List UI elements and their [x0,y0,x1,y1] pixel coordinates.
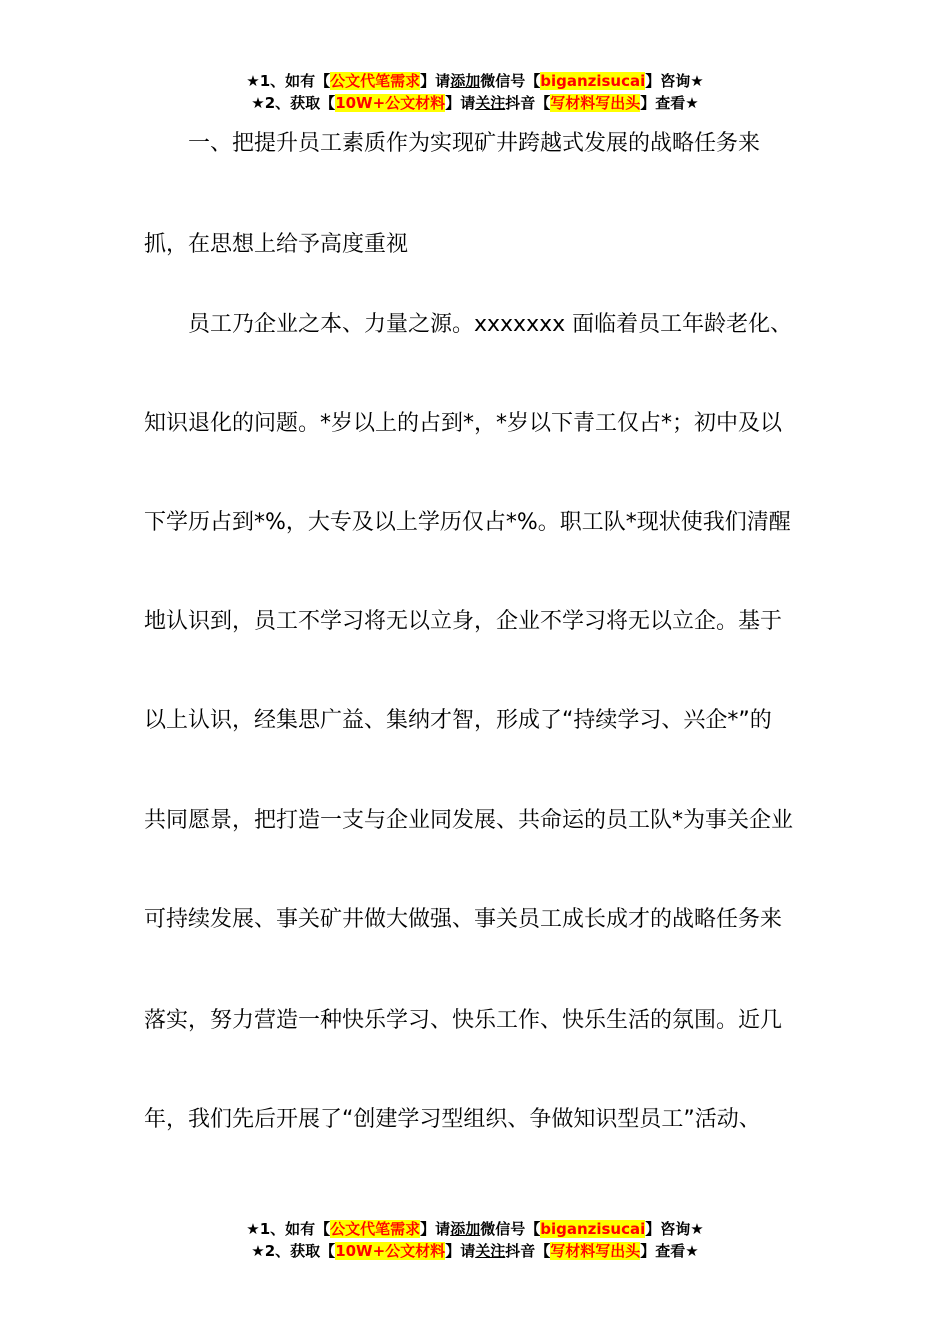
banner-underline: 添加 [450,72,481,90]
banner-highlight: 10W+公文材料 [335,1242,446,1260]
banner-text: 抖音【 [505,1242,551,1260]
douyin-highlight: 写材料写出头 [550,1242,641,1260]
banner-underline: 关注 [475,1242,506,1260]
paragraph-line: 以上认识，经集思广益、集纳才智，形成了“持续学习、兴企*”的 [144,708,772,733]
banner-highlight: 公文代笔需求 [330,1220,421,1238]
paragraph-line: 可持续发展、事关矿井做大做强、事关员工成长成才的战略任务来 [144,907,783,932]
banner-underline: 添加 [450,1220,481,1238]
paragraph-line: 下学历占到*%，大专及以上学历仅占*%。职工队*现状使我们清醒 [144,510,791,535]
banner-text: ★2、获取【 [251,1242,336,1260]
wechat-id-highlight: biganzisucai [540,72,646,90]
banner-text: 微信号【 [480,72,541,90]
banner-line-2 [0,1240,950,1262]
banner-text: 抖音【 [505,94,551,112]
wechat-id-highlight: biganzisucai [540,1220,646,1238]
banner-text: 微信号【 [480,1220,541,1238]
paragraph-line: 员工乃企业之本、力量之源。xxxxxxx 面临着员工年龄老化、 [188,312,793,337]
paragraph-line: 共同愿景，把打造一支与企业同发展、共命运的员工队*为事关企业 [144,808,794,833]
banner-text: 】查看★ [640,94,699,112]
paragraph-line: 知识退化的问题。*岁以上的占到*，*岁以下青工仅占*；初中及以 [144,411,783,436]
footer-banner [0,1218,950,1262]
banner-text: ★2、获取【 [251,94,336,112]
banner-line-1 [0,70,950,92]
banner-underline: 关注 [475,94,506,112]
banner-line-2 [0,92,950,114]
banner-text: 】请 [420,1220,451,1238]
douyin-highlight: 写材料写出头 [550,94,641,112]
paragraph-line: 落实，努力营造一种快乐学习、快乐工作、快乐生活的氛围。近几 [144,1008,783,1033]
banner-text: 】请 [445,94,476,112]
paragraph-line: 年，我们先后开展了“创建学习型组织、争做知识型员工”活动、 [144,1107,761,1132]
section-heading-line-2: 抓，在思想上给予高度重视 [144,232,409,257]
banner-text: 】查看★ [640,1242,699,1260]
section-heading-line-1: 一、把提升员工素质作为实现矿井跨越式发展的战略任务来 [188,131,761,156]
banner-text: 】请 [420,72,451,90]
banner-highlight: 公文代笔需求 [330,72,421,90]
banner-text: 】咨询★ [645,72,704,90]
header-banner [0,70,950,114]
banner-highlight: 10W+公文材料 [335,94,446,112]
banner-text: ★1、如有【 [246,72,331,90]
paragraph-line: 地认识到，员工不学习将无以立身，企业不学习将无以立企。基于 [144,609,783,634]
banner-text: ★1、如有【 [246,1220,331,1238]
banner-line-1 [0,1218,950,1240]
banner-text: 】咨询★ [645,1220,704,1238]
banner-text: 】请 [445,1242,476,1260]
